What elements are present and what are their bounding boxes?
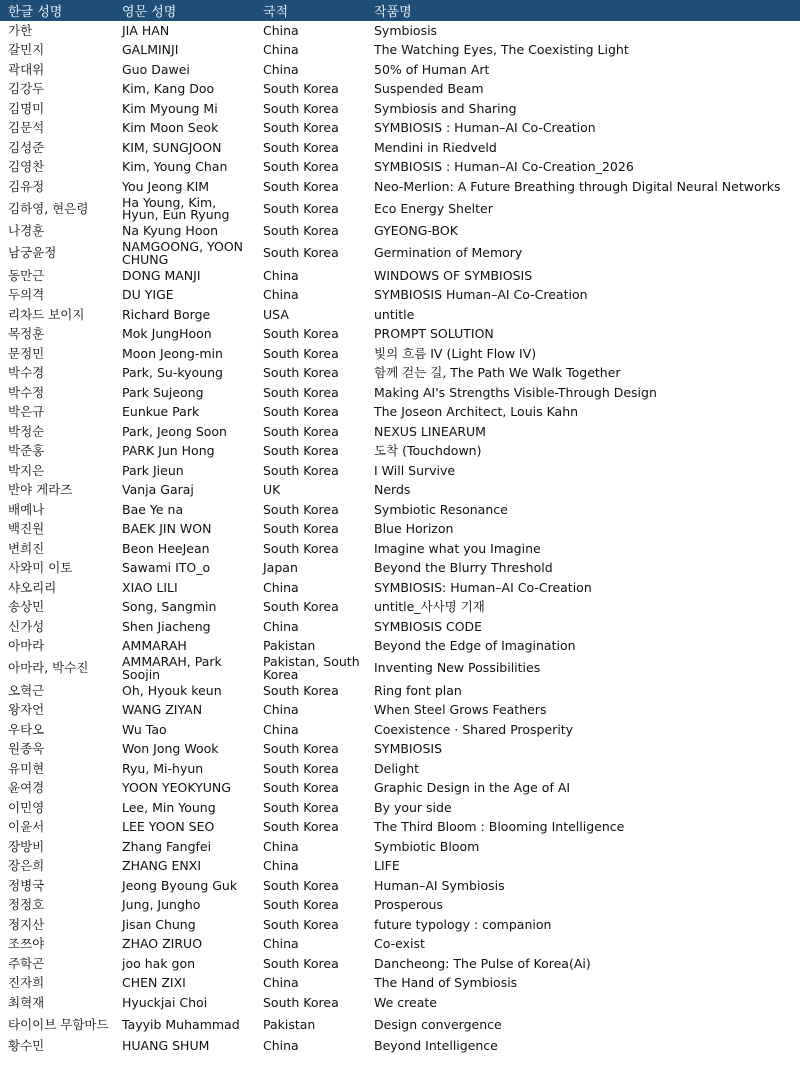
korean-name-cell: 타이이브 무함마드	[8, 1016, 109, 1032]
nationality-cell: Pakistan	[263, 638, 316, 653]
table-row	[0, 158, 800, 178]
table-row	[0, 681, 800, 701]
table-row	[0, 325, 800, 345]
korean-name-cell: 배예나	[8, 501, 45, 517]
title-cell: Beyond Intelligence	[374, 1037, 498, 1053]
english-name-cell: KIM, SUNGJOON	[122, 139, 222, 155]
nationality-cell: South Korea	[263, 223, 339, 238]
korean-name-cell: 아마라	[8, 638, 45, 653]
korean-name-cell: 김명미	[8, 100, 45, 116]
table-row	[0, 993, 800, 1013]
title-cell: Design convergence	[374, 1016, 502, 1032]
nationality-cell: South Korea	[263, 897, 339, 912]
title-cell: SYMBIOSIS: Human–AI Co-Creation	[374, 579, 592, 595]
english-name-cell: DU YIGE	[122, 287, 174, 302]
korean-name-cell: 문정민	[8, 345, 45, 361]
english-name-cell: Jisan Chung	[122, 916, 196, 932]
nationality-cell: UK	[263, 482, 281, 497]
english-name-cell: Park Sujeong	[122, 384, 204, 400]
english-name-cell: Zhang Fangfei	[122, 838, 212, 854]
nationality-cell: South Korea	[263, 819, 339, 834]
english-name-cell: Park Jieun	[122, 462, 184, 478]
nationality-cell: South Korea	[263, 994, 339, 1010]
table-row	[0, 837, 800, 857]
nationality-cell: South Korea	[263, 443, 339, 458]
title-cell: Neo-Merlion: A Future Breathing through Digital Neural Networks	[374, 178, 781, 194]
korean-name-cell: 송상민	[8, 599, 45, 614]
title-cell: Ring font plan	[374, 682, 462, 698]
title-cell: Making AI's Strengths Visible-Through Design	[374, 384, 657, 400]
english-name-cell: Park, Jeong Soon	[122, 423, 227, 439]
nationality-cell: South Korea	[263, 741, 339, 756]
english-name-cell: BAEK JIN WON	[122, 521, 212, 536]
title-cell: 함께 걷는 길, The Path We Walk Together	[374, 365, 621, 380]
korean-name-cell: 백진원	[8, 521, 45, 536]
title-cell: Symbiosis	[374, 22, 438, 38]
english-name-cell: CHEN ZIXI	[122, 975, 186, 990]
english-name-cell: PARK Jun Hong	[122, 443, 215, 458]
table-row	[0, 403, 800, 423]
title-cell: LIFE	[374, 858, 400, 873]
title-cell: Symbiotic Resonance	[374, 501, 508, 517]
nationality-cell: South Korea	[263, 200, 339, 216]
nationality-cell: China	[263, 702, 299, 717]
english-name-cell: Na Kyung Hoon	[122, 223, 219, 238]
korean-name-cell: 김영찬	[8, 159, 45, 174]
table-row	[0, 442, 800, 462]
title-cell: Beyond the Edge of Imagination	[374, 638, 576, 653]
title-cell: untitle	[374, 306, 415, 322]
nationality-cell: China	[263, 1037, 299, 1053]
table-row	[0, 720, 800, 740]
table-row	[0, 222, 800, 242]
nationality-cell: China	[263, 579, 299, 595]
title-cell: The Joseon Architect, Louis Kahn	[374, 404, 579, 419]
nationality-cell: China	[263, 838, 299, 854]
english-name-cell: HUANG SHUM	[122, 1037, 210, 1053]
title-cell: Human–AI Symbiosis	[374, 877, 505, 893]
title-cell: SYMBIOSIS	[374, 741, 443, 756]
nationality-cell: South Korea	[263, 326, 339, 341]
title-cell: The Third Bloom : Blooming Intelligence	[374, 819, 625, 834]
english-name-cell: Tayyib Muhammad	[122, 1016, 240, 1032]
table-row	[0, 305, 800, 325]
table-row	[0, 177, 800, 197]
nationality-cell: South Korea	[263, 780, 339, 795]
nationality-cell: China	[263, 267, 299, 283]
title-cell: Nerds	[374, 482, 411, 497]
english-name-cell: Park, Su-kyoung	[122, 365, 223, 380]
nationality-cell: South Korea	[263, 462, 339, 478]
title-cell: future typology : companion	[374, 916, 552, 932]
korean-name-cell: 오혁근	[8, 682, 45, 698]
nationality-cell: South Korea	[263, 540, 339, 556]
korean-name-cell: 김하영, 현은령	[8, 200, 89, 216]
title-cell: Germination of Memory	[374, 245, 523, 261]
korean-name-cell: 남궁윤정	[8, 245, 57, 261]
title-cell: Suspended Beam	[374, 81, 484, 96]
nationality-cell: South Korea	[263, 178, 339, 194]
header-title: 작품명	[366, 0, 800, 21]
title-cell: 빛의 흐름 IV (Light Flow IV)	[374, 345, 537, 361]
english-name-cell: JIA HAN	[122, 22, 170, 38]
korean-name-cell: 박정순	[8, 423, 45, 439]
korean-name-cell: 리차드 보이지	[8, 306, 85, 322]
korean-name-cell: 박수경	[8, 365, 45, 380]
nationality-cell: South Korea	[263, 365, 339, 380]
table-row	[0, 197, 800, 222]
table-row	[0, 266, 800, 286]
nationality-cell: South Korea	[263, 916, 339, 932]
table-row	[0, 779, 800, 799]
title-cell: SYMBIOSIS : Human–AI Co-Creation_2026	[374, 159, 634, 174]
title-cell: Eco Energy Shelter	[374, 200, 493, 216]
title-cell: 도착 (Touchdown)	[374, 443, 482, 458]
nationality-cell: South Korea	[263, 521, 339, 536]
table-row	[0, 935, 800, 955]
table-row	[0, 21, 800, 41]
english-name-cell: ZHAO ZIRUO	[122, 936, 203, 951]
nationality-cell: South Korea	[263, 799, 339, 815]
korean-name-cell: 우타오	[8, 721, 45, 737]
english-name-cell: Mok JungHoon	[122, 326, 212, 341]
nationality-cell: China	[263, 721, 299, 737]
nationality-cell: South Korea	[263, 384, 339, 400]
korean-name-cell: 정병국	[8, 877, 45, 893]
english-name-cell: AMMARAH	[122, 638, 187, 653]
title-cell: Prosperous	[374, 897, 443, 912]
table-row	[0, 344, 800, 364]
title-cell: Dancheong: The Pulse of Korea(Ai)	[374, 955, 591, 971]
english-name-cell: Jung, Jungho	[122, 897, 201, 912]
header-nationality: 국적	[255, 0, 366, 21]
nationality-cell: Pakistan	[263, 1016, 316, 1032]
nationality-cell: South Korea	[263, 404, 339, 419]
english-name-cell: Kim, Young Chan	[122, 159, 228, 174]
korean-name-cell: 조쯔야	[8, 936, 45, 951]
english-name-cell: ZHANG ENXI	[122, 858, 202, 873]
title-cell: The Hand of Symbiosis	[374, 975, 518, 990]
english-name-cell: XIAO LILI	[122, 579, 178, 595]
korean-name-cell: 김유정	[8, 178, 45, 194]
nationality-cell: South Korea	[263, 120, 339, 135]
title-cell: Beyond the Blurry Threshold	[374, 560, 553, 575]
korean-name-cell: 박지은	[8, 462, 45, 478]
table-row	[0, 1037, 800, 1055]
nationality-cell: South Korea	[263, 159, 339, 174]
table-row	[0, 500, 800, 520]
table-row	[0, 119, 800, 139]
english-name-cell: Kim Moon Seok	[122, 120, 219, 135]
table-row	[0, 41, 800, 61]
nationality-cell: South Korea	[263, 245, 339, 261]
english-name-cell: Guo Dawei	[122, 61, 190, 77]
header-english-name: 영문 성명	[114, 0, 255, 21]
korean-name-cell: 이윤서	[8, 819, 45, 834]
korean-name-cell: 왕자언	[8, 702, 45, 717]
english-name-cell: Richard Borge	[122, 306, 211, 322]
korean-name-cell: 박수정	[8, 384, 45, 400]
nationality-cell: South Korea	[263, 81, 339, 96]
title-cell: NEXUS LINEARUM	[374, 423, 486, 439]
nationality-cell: China	[263, 618, 299, 634]
korean-name-cell: 진자희	[8, 975, 45, 990]
english-name-cell: Kim, Kang Doo	[122, 81, 215, 96]
korean-name-cell: 황수민	[8, 1037, 45, 1053]
english-name-cell: Vanja Garaj	[122, 482, 194, 497]
nationality-cell: China	[263, 22, 299, 38]
english-name-cell: Ryu, Mi-hyun	[122, 760, 204, 776]
table-row	[0, 818, 800, 838]
table-row	[0, 740, 800, 760]
english-name-cell: LEE YOON SEO	[122, 819, 215, 834]
english-name-cell: Hyuckjai Choi	[122, 994, 208, 1010]
title-cell: SYMBIOSIS Human–AI Co-Creation	[374, 287, 588, 302]
title-cell: GYEONG-BOK	[374, 223, 458, 238]
table-row	[0, 598, 800, 618]
english-name-cell: You Jeong KIM	[122, 178, 210, 194]
title-cell: WINDOWS OF SYMBIOSIS	[374, 267, 533, 283]
title-cell: Symbiotic Bloom	[374, 838, 480, 854]
english-name-cell: Song, Sangmin	[122, 599, 217, 614]
title-cell: We create	[374, 994, 437, 1010]
english-name-cell: WANG ZIYAN	[122, 702, 203, 717]
table-row	[0, 578, 800, 598]
table-row	[0, 876, 800, 896]
title-cell: SYMBIOSIS : Human–AI Co-Creation	[374, 120, 596, 135]
korean-name-cell: 목정훈	[8, 326, 45, 341]
english-name-cell: Lee, Min Young	[122, 799, 216, 815]
table-row	[0, 974, 800, 994]
table-row	[0, 60, 800, 80]
korean-name-cell: 주학곤	[8, 955, 45, 971]
korean-name-cell: 곽대위	[8, 61, 45, 77]
nationality-cell: South Korea	[263, 100, 339, 116]
english-name-cell: Kim Myoung Mi	[122, 100, 218, 116]
table-row	[0, 701, 800, 721]
english-name-cell: Won Jong Wook	[122, 741, 219, 756]
title-cell: SYMBIOSIS CODE	[374, 618, 483, 634]
table-row	[0, 954, 800, 974]
english-name-cell: GALMINJI	[122, 42, 179, 57]
nationality-cell: South Korea	[263, 345, 339, 361]
nationality-cell: South Korea	[263, 682, 339, 698]
table-row	[0, 138, 800, 158]
korean-name-cell: 반야 게라즈	[8, 482, 73, 497]
title-cell: Mendini in Riedveld	[374, 139, 497, 155]
table-row	[0, 422, 800, 442]
title-cell: untitle_사사명 기재	[374, 599, 485, 614]
header-row	[0, 0, 800, 21]
korean-name-cell: 장방비	[8, 838, 45, 854]
table-row	[0, 364, 800, 384]
korean-name-cell: 두의격	[8, 287, 45, 302]
nationality-cell: South Korea	[263, 501, 339, 517]
korean-name-cell: 장은희	[8, 858, 45, 873]
table-row	[0, 99, 800, 119]
korean-name-cell: 김강두	[8, 81, 45, 96]
table-row	[0, 80, 800, 100]
nationality-cell: South Korea	[263, 423, 339, 439]
title-cell: PROMPT SOLUTION	[374, 326, 494, 341]
table-row	[0, 559, 800, 579]
table-row	[0, 759, 800, 779]
table-row	[0, 286, 800, 306]
nationality-cell: China	[263, 975, 299, 990]
english-name-cell: AMMARAH, Park Soojin	[122, 656, 222, 681]
nationality-cell: China	[263, 287, 299, 302]
korean-name-cell: 아마라, 박수진	[8, 660, 89, 676]
nationality-cell: South Korea	[263, 599, 339, 614]
title-cell: Delight	[374, 760, 420, 776]
nationality-cell: South Korea	[263, 877, 339, 893]
nationality-cell: South Korea	[263, 760, 339, 776]
korean-name-cell: 동만근	[8, 267, 45, 283]
english-name-cell: YOON YEOKYUNG	[122, 780, 231, 795]
table-row	[0, 481, 800, 501]
table-body	[0, 21, 800, 1055]
korean-name-cell: 사와미 이토	[8, 560, 73, 575]
table-row	[0, 461, 800, 481]
english-name-cell: Ha Young, Kim, Hyun, Eun Ryung	[122, 196, 230, 222]
table-row	[0, 915, 800, 935]
title-cell: Co-exist	[374, 936, 425, 951]
korean-name-cell: 원종욱	[8, 741, 45, 756]
english-name-cell: Oh, Hyouk keun	[122, 682, 222, 698]
korean-name-cell: 박은규	[8, 404, 45, 419]
title-cell: Coexistence · Shared Prosperity	[374, 721, 574, 737]
korean-name-cell: 윤여경	[8, 780, 45, 795]
english-name-cell: NAMGOONG, YOON CHUNG	[122, 241, 244, 266]
table-row	[0, 383, 800, 403]
english-name-cell: Bae Ye na	[122, 501, 184, 517]
korean-name-cell: 가한	[8, 22, 33, 38]
english-name-cell: Jeong Byoung Guk	[122, 877, 238, 893]
korean-name-cell: 샤오리리	[8, 579, 57, 595]
nationality-cell: South Korea	[263, 955, 339, 971]
nationality-cell: China	[263, 936, 299, 951]
korean-name-cell: 이민영	[8, 799, 45, 815]
title-cell: The Watching Eyes, The Coexisting Light	[374, 42, 629, 57]
english-name-cell: Sawami ITO_o	[122, 560, 211, 575]
table-row	[0, 617, 800, 637]
korean-name-cell: 정지산	[8, 916, 45, 932]
korean-name-cell: 나경훈	[8, 223, 45, 238]
nationality-cell: USA	[263, 306, 289, 322]
title-cell: Blue Horizon	[374, 521, 454, 536]
english-name-cell: Shen Jiacheng	[122, 618, 211, 634]
title-cell: Graphic Design in the Age of AI	[374, 780, 571, 795]
title-cell: 50% of Human Art	[374, 61, 490, 77]
nationality-cell: South Korea	[263, 139, 339, 155]
table-row	[0, 857, 800, 877]
nationality-cell: China	[263, 858, 299, 873]
table-row	[0, 896, 800, 916]
english-name-cell: Beon HeeJean	[122, 540, 210, 556]
title-cell: Imagine what you Imagine	[374, 540, 541, 556]
header-korean-name: 한글 성명	[0, 0, 114, 21]
korean-name-cell: 갈민지	[8, 42, 45, 57]
nationality-cell: China	[263, 61, 299, 77]
english-name-cell: DONG MANJI	[122, 267, 201, 283]
table-row	[0, 520, 800, 540]
korean-name-cell: 변희진	[8, 540, 45, 556]
english-name-cell: joo hak gon	[122, 955, 196, 971]
korean-name-cell: 정정호	[8, 897, 45, 912]
table-row	[0, 1013, 800, 1038]
table-row	[0, 539, 800, 559]
korean-name-cell: 김성준	[8, 139, 45, 155]
korean-name-cell: 최혁재	[8, 994, 45, 1010]
table-row	[0, 798, 800, 818]
table-row	[0, 637, 800, 657]
nationality-cell: Japan	[263, 560, 298, 575]
title-cell: Inventing New Possibilities	[374, 660, 541, 676]
english-name-cell: Wu Tao	[122, 721, 167, 737]
english-name-cell: Eunkue Park	[122, 404, 200, 419]
title-cell: I Will Survive	[374, 462, 456, 478]
nationality-cell: China	[263, 42, 299, 57]
korean-name-cell: 박준홍	[8, 443, 45, 458]
table-row	[0, 656, 800, 681]
title-cell: By your side	[374, 799, 452, 815]
title-cell: Symbiosis and Sharing	[374, 100, 517, 116]
korean-name-cell: 김문석	[8, 120, 45, 135]
english-name-cell: Moon Jeong-min	[122, 345, 223, 361]
title-cell: When Steel Grows Feathers	[374, 702, 547, 717]
korean-name-cell: 신가성	[8, 618, 45, 634]
korean-name-cell: 유미현	[8, 760, 45, 776]
table-row	[0, 241, 800, 266]
nationality-cell: Pakistan, South Korea	[263, 656, 360, 681]
